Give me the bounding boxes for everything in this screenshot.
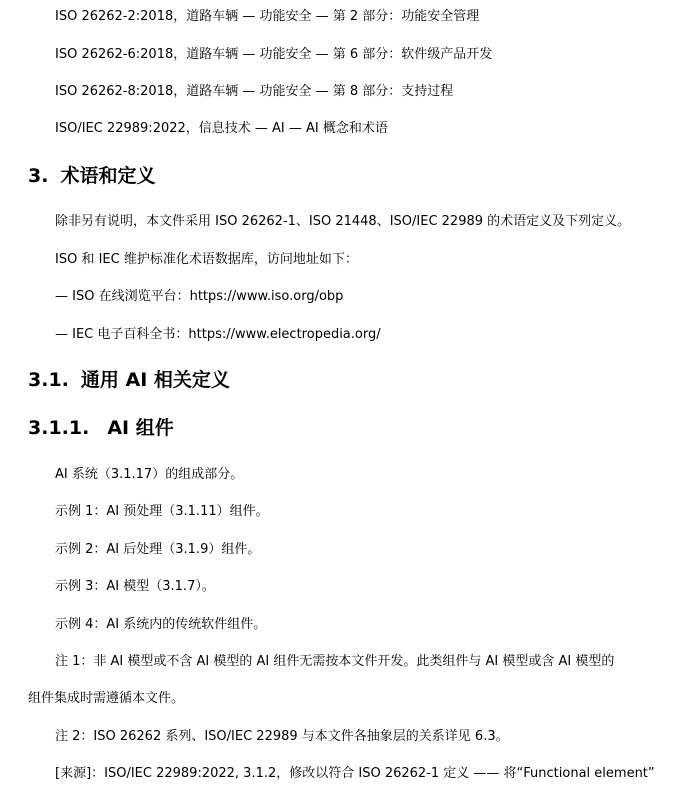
term-database-intro: ISO 和 IEC 维护标准化术语数据库，访问地址如下： [55,252,358,267]
section-number: 3.1. [28,369,69,391]
source-note: [来源]：ISO/IEC 22989:2022, 3.1.2，修改以符合 ISO 26262-1 定义 —— 将“Functional element” [55,766,655,781]
section-number: 3.1.1. [28,417,90,439]
section-number: 3. [28,165,49,187]
section-title: 术语和定义 [60,165,156,187]
section-3-1-1-heading [28,416,174,440]
iso-obp-link: — ISO 在线浏览平台：https://www.iso.org/obp [55,289,344,304]
example-item: 示例 3：AI 模型（3.1.7）。 [55,579,215,594]
example-item: 示例 1：AI 预处理（3.1.11）组件。 [55,504,269,519]
section-title: 通用 AI 相关定义 [80,369,230,391]
section-3-1-heading [28,368,230,392]
reference-item: ISO 26262-6:2018，道路车辆 — 功能安全 — 第 6 部分：软件级产品开发 [55,47,493,62]
term-definition: AI 系统（3.1.17）的组成部分。 [55,467,244,482]
section-3-heading [28,164,155,188]
note-1-continuation: 组件集成时需遵循本文件。 [28,691,185,706]
reference-item: ISO/IEC 22989:2022，信息技术 — AI — AI 概念和术语 [55,121,388,136]
reference-item: ISO 26262-8:2018，道路车辆 — 功能安全 — 第 8 部分：支持过程 [55,84,454,99]
reference-item: ISO 26262-2:2018，道路车辆 — 功能安全 — 第 2 部分：功能安全管理 [55,9,480,24]
iec-electropedia-link: — IEC 电子百科全书：https://www.electropedia.org/ [55,327,381,342]
note-2: 注 2：ISO 26262 系列、ISO/IEC 22989 与本文件各抽象层的关系详见 6.3。 [55,729,509,744]
note-1: 注 1：非 AI 模型或不含 AI 模型的 AI 组件无需按本文件开发。此类组件与 AI 模型或含 AI 模型的 [55,654,615,669]
section-3-intro: 除非另有说明，本文件采用 ISO 26262-1、ISO 21448、ISO/IEC 22989 的术语定义及下列定义。 [55,214,631,229]
example-item: 示例 2：AI 后处理（3.1.9）组件。 [55,542,261,557]
section-title: AI 组件 [107,417,174,439]
example-item: 示例 4：AI 系统内的传统软件组件。 [55,617,267,632]
